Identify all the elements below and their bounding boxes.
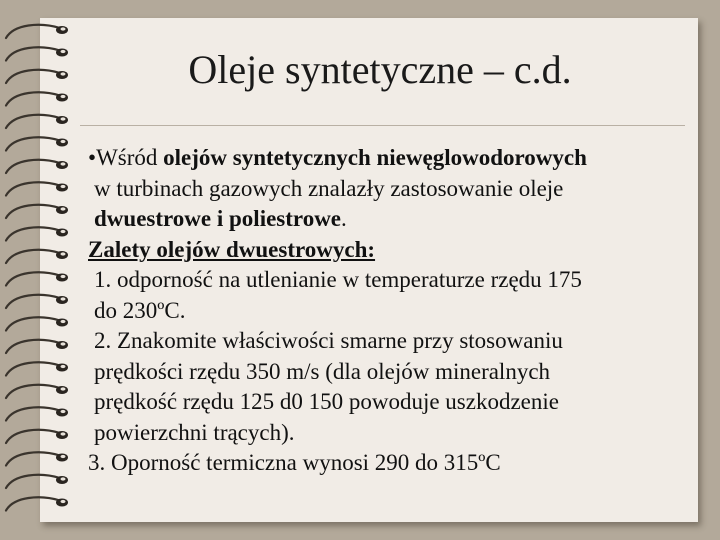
item-2-line-4: powierzchni trących). (94, 419, 295, 445)
item-3-line-1: 3. Oporność termiczna wynosi 290 do 315ºC (88, 450, 501, 475)
spiral-binding-icon (0, 0, 90, 540)
bullet-line-1 (88, 143, 708, 174)
title-divider (80, 125, 685, 126)
item-1-line-1: 1. odporność na utlenianie w temperaturze rzędu 175 (94, 267, 582, 292)
advantages-heading (88, 235, 708, 266)
bullet-text-bold-term: olejów syntetycznych niewęglowodorowych (163, 145, 587, 170)
bullet-line-3 (88, 204, 708, 235)
slide-body (88, 143, 708, 479)
item-2-line-3: prędkość rzędu 125 d0 150 powoduje uszkodzenie (94, 389, 559, 414)
bullet-text-intro: Wśród (96, 145, 164, 170)
item-2-line-2: prędkości rzędu 350 m/s (dla olejów mineralnych (94, 358, 551, 384)
bullet-line-2: w turbinach gazowych znalazły zastosowanie oleje (94, 175, 564, 201)
bullet-text-period: . (341, 206, 347, 231)
slide-title: Oleje syntetyczne – c.d. (188, 47, 572, 92)
item-1-line-2: do 230ºC. (94, 297, 186, 323)
bullet-text-bold-types: dwuestrowe i poliestrowe (94, 206, 342, 231)
advantages-heading-text: Zalety olejów dwuestrowych: (88, 236, 376, 262)
item-2-line-1: 2. Znakomite właściwości smarne przy stosowaniu (94, 328, 563, 353)
bullet-marker: • (88, 145, 97, 170)
